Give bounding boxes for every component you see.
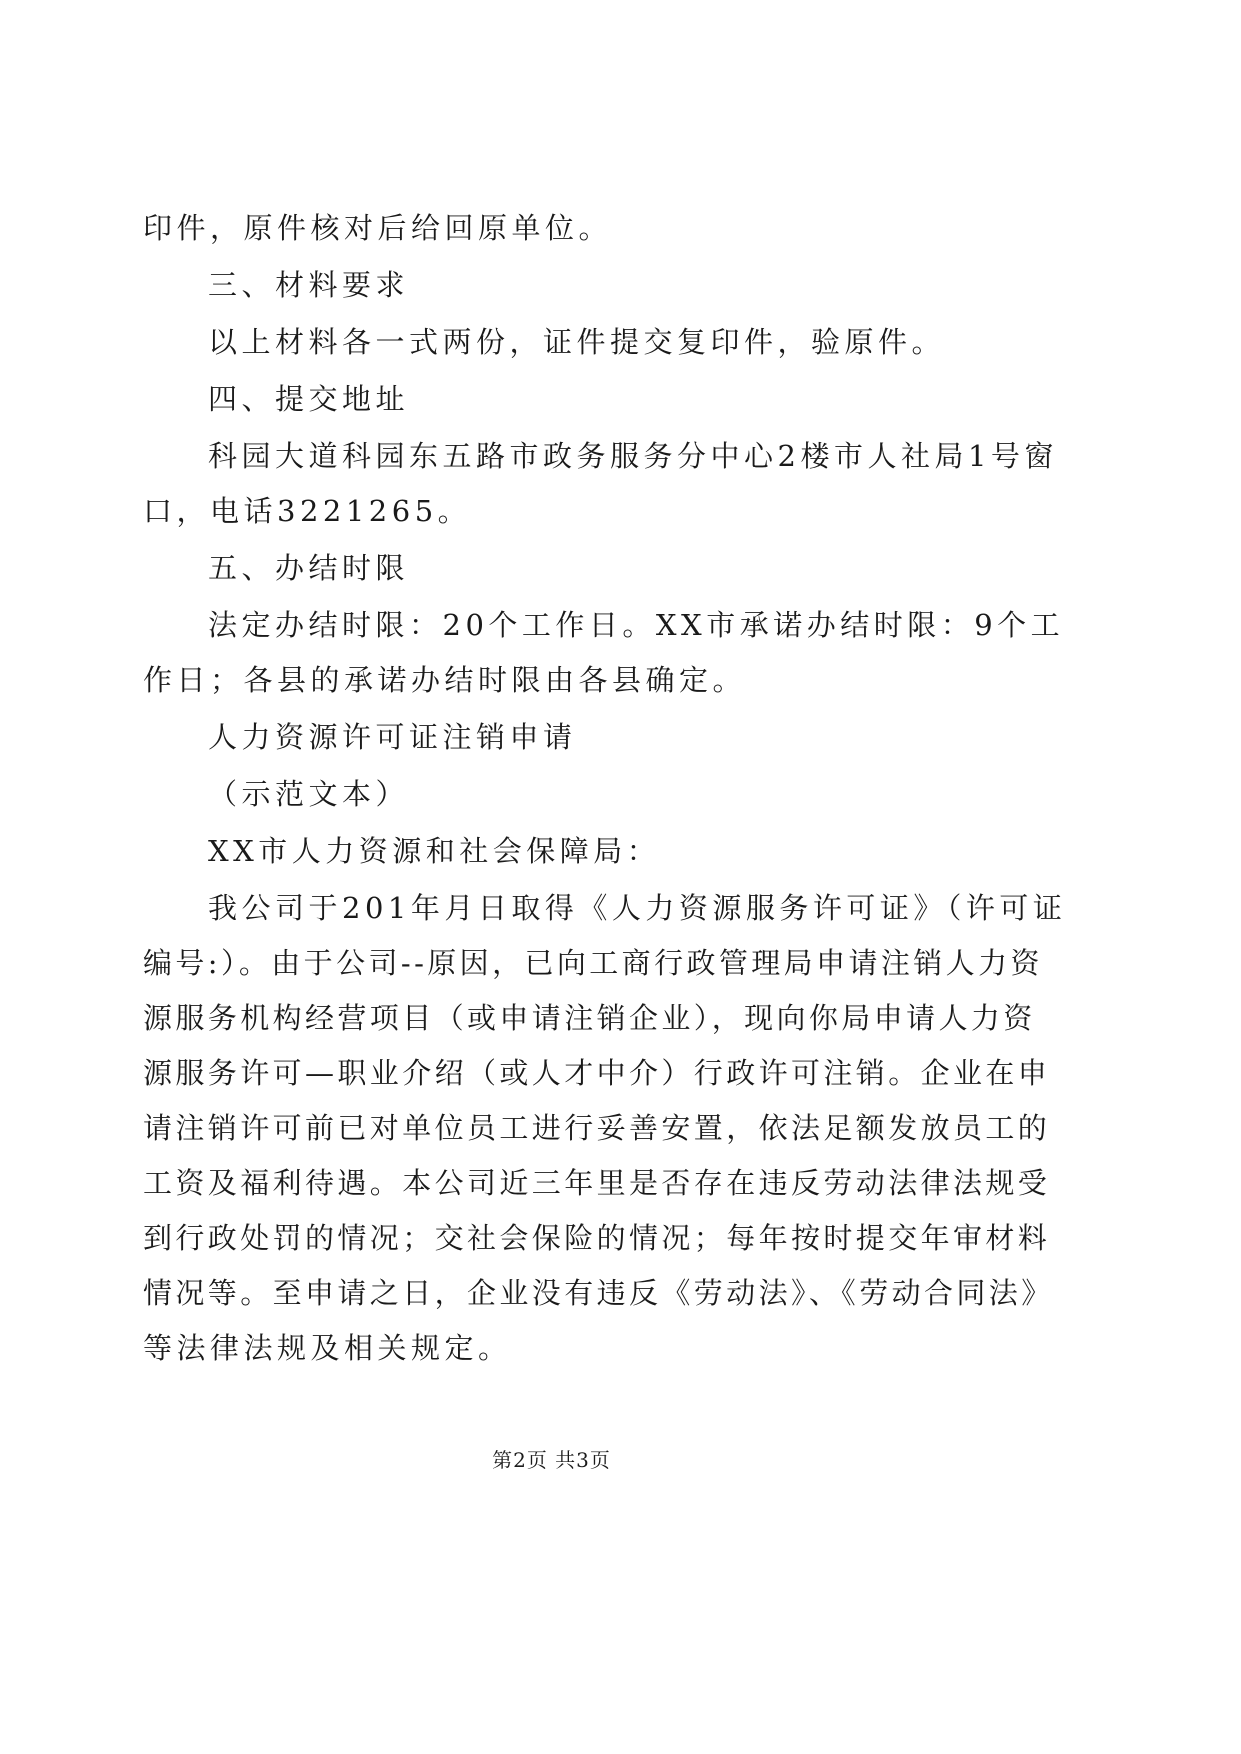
paragraph-line: 以上材料各一式两份，证件提交复印件，验原件。 (208, 325, 946, 359)
paragraph-line: 请注销许可前已对单位员工进行妥善安置，依法足额发放员工的 (143, 1111, 1051, 1145)
paragraph-line: 等法律法规及相关规定。 (143, 1331, 512, 1365)
page-footer: 第2页 共3页 (492, 1448, 611, 1472)
section-heading: 三、材料要求 (208, 268, 410, 302)
paragraph-line: 编号:）。由于公司--原因，已向工商行政管理局申请注销人力资 (143, 946, 1043, 980)
section-heading: 四、提交地址 (208, 382, 410, 416)
paragraph-line: 印件，原件核对后给回原单位。 (143, 211, 613, 245)
paragraph-line: 科园大道科园东五路市政务服务分中心2楼市人社局1号窗 (208, 439, 1058, 473)
paragraph-line: 作日；各县的承诺办结时限由各县确定。 (143, 663, 747, 697)
paragraph-line: 源服务机构经营项目（或申请注销企业），现向你局申请人力资 (143, 1001, 1036, 1035)
paragraph-line: 到行政处罚的情况；交社会保险的情况；每年按时提交年审材料 (143, 1221, 1051, 1255)
document-title: 人力资源许可证注销申请 (208, 720, 577, 754)
paragraph-line: 情况等。至申请之日，企业没有违反《劳动法》、《劳动合同法》 (143, 1276, 1054, 1310)
paragraph-line: 工资及福利待遇。本公司近三年里是否存在违反劳动法律法规受 (143, 1166, 1051, 1200)
section-heading: 五、办结时限 (208, 551, 410, 585)
paragraph-line: 我公司于201年月日取得《人力资源服务许可证》（许可证 (208, 891, 1067, 925)
paragraph-line: 口，电话3221265。 (143, 494, 472, 528)
paragraph-line: 源服务许可—职业介绍（或人才中介）行政许可注销。企业在申 (143, 1056, 1051, 1090)
document-subtitle: （示范文本） (208, 777, 410, 811)
paragraph-line: 法定办结时限：20个工作日。XX市承诺办结时限：9个工 (208, 608, 1065, 642)
salutation: XX市人力资源和社会保障局： (208, 834, 661, 868)
